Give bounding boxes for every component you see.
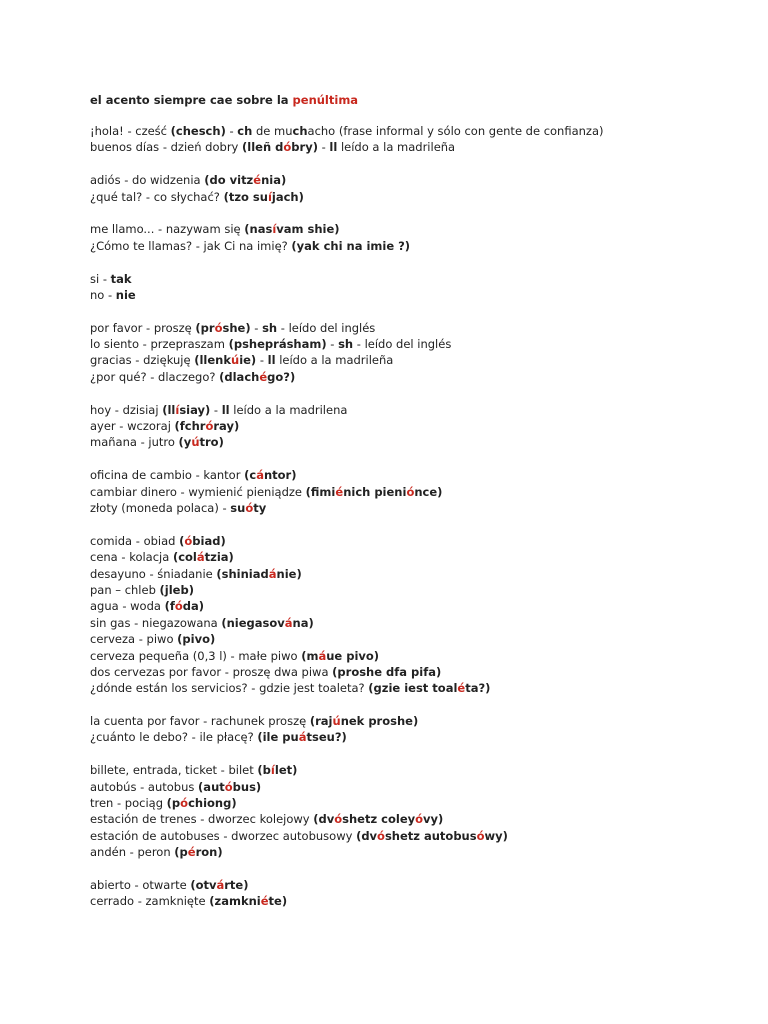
accent-letter: á <box>318 648 327 663</box>
pronunciation-text: (otv <box>190 877 217 892</box>
phrase-line <box>90 795 750 811</box>
phrase-text: mañana - jutro <box>90 435 179 450</box>
phrase-text: złoty (moneda polaca) - <box>90 500 231 515</box>
accent-letter: ó <box>245 500 254 515</box>
phrase-line <box>90 615 750 631</box>
phrase-line <box>90 189 750 205</box>
pronunciation-text: (proshe dfa pifa) <box>332 664 442 679</box>
pronunciation-text: (do vitz <box>204 173 254 188</box>
phrase-line <box>90 648 750 664</box>
accent-letter: ú <box>191 435 200 450</box>
phrase-line <box>90 320 750 336</box>
phrase-line <box>90 434 750 450</box>
phrase-text: ayer - wczoraj <box>90 419 175 434</box>
phrase-text: desayuno - śniadanie <box>90 566 217 581</box>
phrase-line <box>90 484 750 500</box>
pronunciation-text: chiong) <box>188 796 237 811</box>
pronunciation-text: (aut <box>198 779 225 794</box>
pronunciation-text: bus) <box>232 779 262 794</box>
phrase-line <box>90 598 750 614</box>
accent-letter: ó <box>180 796 189 811</box>
pronunciation-text: (y <box>178 435 192 450</box>
accent-letter: é <box>335 484 344 499</box>
group-spacer <box>90 385 750 401</box>
pronunciation-text: ue pivo) <box>326 648 380 663</box>
phrase-line <box>90 566 750 582</box>
group-spacer <box>90 254 750 270</box>
accent-letter: ó <box>184 533 193 548</box>
phrase-text: por favor - proszę <box>90 320 196 335</box>
pronunciation-text: go?) <box>267 369 296 384</box>
phrase-line <box>90 336 750 352</box>
pronunciation-text: she) <box>222 320 251 335</box>
phrase-text: - <box>317 140 330 155</box>
pronunciation-text: ch <box>237 124 253 138</box>
phrase-text: andén - peron <box>90 845 175 860</box>
pronunciation-text: (ll <box>162 402 176 417</box>
phrase-text: agua - woda <box>90 599 165 614</box>
pronunciation-text: (dv <box>356 828 378 843</box>
pronunciation-text: (yak chi na imie ?) <box>291 238 411 253</box>
phrase-line <box>90 549 750 565</box>
phrase-text: acho (frase informal y sólo con gente de confianza) <box>307 124 604 138</box>
phrase-line <box>90 402 750 418</box>
pronunciation-text: (zamkni <box>209 894 261 909</box>
accent-letter: á <box>196 550 205 565</box>
phrase-line <box>90 713 750 729</box>
pronunciation-text: nek proshe) <box>340 714 419 729</box>
phrase-text: leído a la madrileña <box>337 140 456 155</box>
phrase-line <box>90 139 750 155</box>
accent-letter: é <box>253 173 262 188</box>
pronunciation-text: na) <box>292 615 314 630</box>
pronunciation-text: (col <box>172 550 197 565</box>
accent-letter: é <box>260 894 269 909</box>
pronunciation-text: (psheprá <box>228 337 287 352</box>
pronunciation-text: (pr <box>195 320 215 335</box>
phrase-text: no - <box>90 287 116 302</box>
phrase-line <box>90 172 750 188</box>
accent-letter: ó <box>476 828 485 843</box>
phrase-text: dos cervezas por favor - proszę dwa piwa <box>90 664 333 679</box>
phrase-text: billete, entrada, ticket - bilet <box>90 763 258 778</box>
pronunciation-text: sh <box>338 337 354 352</box>
phrase-line <box>90 287 750 303</box>
phrase-text: pan – chleb <box>90 582 160 597</box>
phrase-text: cerrado - zamknięte <box>90 894 210 909</box>
pronunciation-text: da) <box>182 599 205 614</box>
accent-letter: ú <box>332 714 341 729</box>
phrase-line <box>90 418 750 434</box>
pronunciation-text: (nas <box>244 222 273 237</box>
phrase-text: leído a la madrileña <box>275 353 394 368</box>
group-spacer <box>90 303 750 319</box>
phrase-line <box>90 828 750 844</box>
pronunciation-text: te) <box>268 894 288 909</box>
pronunciation-text: (dv <box>313 812 335 827</box>
page-title <box>90 93 358 107</box>
phrase-text: - <box>250 320 263 335</box>
phrase-text: tren - pociąg <box>90 796 167 811</box>
phrase-line <box>90 221 750 237</box>
accent-letter: ó <box>283 140 292 155</box>
phrase-line <box>90 631 750 647</box>
pronunciation-text: tak <box>110 271 132 286</box>
group-spacer <box>90 746 750 762</box>
phrase-line <box>90 811 750 827</box>
phrase-line <box>90 779 750 795</box>
phrase-line <box>90 893 750 909</box>
pronunciation-text: ll <box>221 402 230 417</box>
phrase-line <box>90 729 750 745</box>
phrase-text: estación de trenes - dworzec kolejowy <box>90 812 314 827</box>
pronunciation-text: (llenk <box>194 353 231 368</box>
pronunciation-text: ntor) <box>263 468 297 483</box>
accent-letter: ú <box>231 353 240 368</box>
phrase-text: ¿dónde están los servicios? - gdzie jest toaleta? <box>90 681 369 696</box>
pronunciation-text: (fimi <box>305 484 336 499</box>
phrase-text: ¿qué tal? - co słychać? <box>90 189 224 204</box>
pronunciation-text: shetz autobus <box>384 828 477 843</box>
pronunciation-text: sham) <box>286 337 327 352</box>
accent-letter: é <box>259 369 268 384</box>
phrase-text: adiós - do widzenia <box>90 173 205 188</box>
phrase-text: si - <box>90 271 111 286</box>
pronunciation-text: (f <box>164 599 175 614</box>
pronunciation-text: (pivo) <box>177 632 216 647</box>
pronunciation-text: (dlach <box>219 369 260 384</box>
pronunciation-text: jach) <box>271 189 304 204</box>
title-text: el acento siempre cae sobre la <box>90 93 293 107</box>
phrase-line <box>90 582 750 598</box>
pronunciation-text: (niegasov <box>221 615 285 630</box>
phrase-text: - <box>326 337 339 352</box>
phrase-text: cambiar dinero - wymienić pieniądze <box>90 484 306 499</box>
phrase-text: sin gas - niegazowana <box>90 615 222 630</box>
pronunciation-text: (p <box>174 845 188 860</box>
phrase-text: cena - kolacja <box>90 550 173 565</box>
accent-letter: á <box>284 615 293 630</box>
phrase-text: me llamo... - nazywam się <box>90 222 245 237</box>
accent-letter: á <box>298 730 307 745</box>
accent-letter: í <box>267 189 272 204</box>
pronunciation-text: su <box>230 500 246 515</box>
phrase-text: ¿cuánto le debo? - ile płacę? <box>90 730 258 745</box>
phrase-text: ¿Cómo te llamas? - jak Ci na imię? <box>90 238 292 253</box>
pronunciation-text: nce) <box>414 484 443 499</box>
group-spacer <box>90 516 750 532</box>
phrase-line <box>90 352 750 368</box>
pronunciation-text: let) <box>274 763 298 778</box>
accent-letter: á <box>256 468 264 483</box>
phrase-text: - <box>256 353 268 368</box>
phrase-text: abierto - otwarte <box>90 877 191 892</box>
group-spacer <box>90 697 750 713</box>
phrase-line <box>90 369 750 385</box>
pronunciation-text: (lleñ d <box>242 140 284 155</box>
phrase-text: estación de autobuses - dworzec autobusowy <box>90 828 357 843</box>
accent-letter: ó <box>214 320 223 335</box>
phrase-line <box>90 680 750 696</box>
accent-letter: á <box>216 877 225 892</box>
phrase-text: - leído del inglés <box>277 320 376 335</box>
phrase-line <box>90 123 750 139</box>
phrase-line <box>90 844 750 860</box>
pronunciation-text: (jleb) <box>159 582 194 597</box>
phrase-text: cerveza - piwo <box>90 632 178 647</box>
phrase-text: lo siento - przepraszam <box>90 337 229 352</box>
phrase-line <box>90 762 750 778</box>
pronunciation-text: ll <box>267 353 276 368</box>
phrase-text: buenos días - dzień dobry <box>90 140 243 155</box>
pronunciation-text: sh <box>262 320 278 335</box>
pronunciation-text: ron) <box>195 845 223 860</box>
pronunciation-text: vy) <box>423 812 444 827</box>
phrase-text: ¡hola! - cześć <box>90 124 171 138</box>
pronunciation-text: (fchr <box>174 419 206 434</box>
pronunciation-text: ray) <box>213 419 240 434</box>
pronunciation-text: shetz coley <box>342 812 416 827</box>
pronunciation-text: nich pieni <box>343 484 407 499</box>
phrase-text: la cuenta por favor - rachunek proszę <box>90 714 310 729</box>
pronunciation-text: nia) <box>261 173 287 188</box>
pronunciation-text: tro) <box>199 435 224 450</box>
accent-letter: ó <box>377 828 385 843</box>
phrase-text: cerveza pequeña (0,3 l) - małe piwo <box>90 648 302 663</box>
pronunciation-text: tzia) <box>204 550 234 565</box>
accent-letter: é <box>457 681 466 696</box>
pronunciation-text: (c <box>244 468 257 483</box>
phrase-line <box>90 533 750 549</box>
phrase-line <box>90 500 750 516</box>
pronunciation-text: ta?) <box>465 681 491 696</box>
phrase-text: leído a la madrilena <box>229 402 348 417</box>
phrase-text: oficina de cambio - kantor <box>90 468 245 483</box>
phrase-line <box>90 877 750 893</box>
phrase-text: - leído del inglés <box>353 337 452 352</box>
pronunciation-text: wy) <box>484 828 508 843</box>
group-spacer <box>90 861 750 877</box>
accent-letter: ó <box>415 812 424 827</box>
pronunciation-text: (tzo su <box>223 189 268 204</box>
phrase-text: - <box>225 124 238 138</box>
pronunciation-text: biad) <box>192 533 226 548</box>
pronunciation-text: tseu?) <box>306 730 347 745</box>
phrase-text: de mu <box>252 124 293 138</box>
phrase-line <box>90 664 750 680</box>
phrase-text: ¿por qué? - dlaczego? <box>90 369 220 384</box>
group-spacer <box>90 205 750 221</box>
pronunciation-text: ie) <box>239 353 257 368</box>
pronunciation-text: (m <box>301 648 319 663</box>
pronunciation-text: rte) <box>224 877 249 892</box>
pronunciation-text: (b <box>257 763 271 778</box>
accent-letter: ó <box>174 599 183 614</box>
accent-letter: ó <box>205 419 214 434</box>
phrase-line <box>90 467 750 483</box>
pronunciation-text: (gzie iest toal <box>368 681 458 696</box>
accent-letter: ó <box>334 812 343 827</box>
phrase-text: autobús - autobus <box>90 779 199 794</box>
phrase-line <box>90 238 750 254</box>
pronunciation-text: (raj <box>309 714 333 729</box>
accent-letter: í <box>272 222 277 237</box>
pronunciation-text: nie) <box>276 566 302 581</box>
phrase-text: - <box>210 402 222 417</box>
accent-letter: í <box>270 763 275 778</box>
group-spacer <box>90 156 750 172</box>
pronunciation-text: nie <box>115 287 136 302</box>
pronunciation-text: ch <box>292 124 308 138</box>
pronunciation-text: (shiniad <box>216 566 269 581</box>
accent-letter: é <box>187 845 196 860</box>
accent-letter: í <box>175 402 180 417</box>
pronunciation-text: siay) <box>179 402 211 417</box>
phrase-text: gracias - dziękuję <box>90 353 195 368</box>
pronunciation-text: ty <box>253 500 267 515</box>
group-spacer <box>90 451 750 467</box>
pronunciation-text: bry) <box>291 140 318 155</box>
phrase-list <box>90 123 750 910</box>
title-highlight: penúltima <box>292 93 359 107</box>
pronunciation-text: ll <box>329 140 338 155</box>
pronunciation-text: (p <box>166 796 181 811</box>
pronunciation-text: (ile pu <box>257 730 299 745</box>
pronunciation-text: (chesch) <box>170 124 226 138</box>
phrase-text: hoy - dzisiaj <box>90 402 163 417</box>
pronunciation-text: vam shie) <box>276 222 340 237</box>
phrase-line <box>90 271 750 287</box>
accent-letter: á <box>268 566 277 581</box>
accent-letter: ó <box>406 484 415 499</box>
phrase-text: comida - obiad <box>90 533 180 548</box>
pronunciation-text: ( <box>179 533 185 548</box>
accent-letter: ó <box>224 779 233 794</box>
